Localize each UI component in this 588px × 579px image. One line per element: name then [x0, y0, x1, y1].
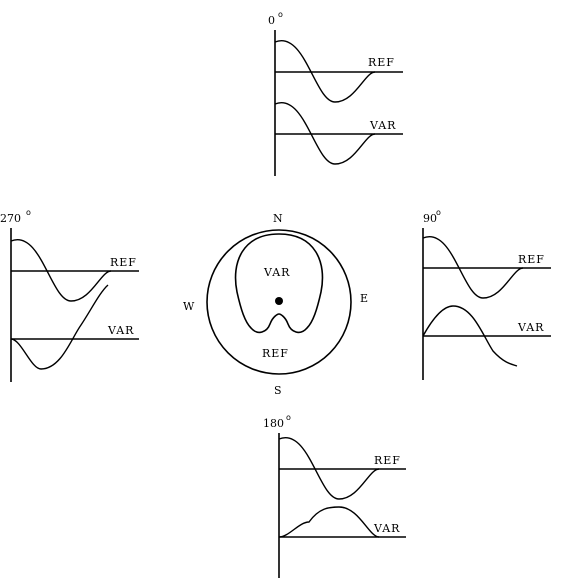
var-label-0: VAR — [370, 119, 397, 132]
panel-180-degrees — [263, 413, 406, 578]
compass-east-label: E — [360, 292, 370, 305]
degree-symbol-180: o — [286, 413, 291, 422]
var-wave-270 — [11, 285, 108, 369]
compass-south-label: S — [274, 384, 283, 397]
ref-label-270: REF — [110, 256, 137, 269]
compass — [183, 212, 369, 397]
station-dot — [275, 297, 283, 305]
degree-symbol-270: o — [26, 208, 31, 217]
angle-label-270: 270 — [0, 212, 21, 225]
degree-symbol-90: o — [436, 208, 441, 217]
var-label-90: VAR — [518, 321, 545, 334]
cardioid-var-label: VAR — [264, 266, 291, 279]
angle-label-0: 0 — [268, 14, 275, 27]
panel-0-degrees — [268, 10, 403, 176]
compass-west-label: W — [183, 300, 196, 313]
compass-north-label: N — [273, 212, 284, 225]
panel-90-degrees — [423, 208, 551, 380]
var-label-180: VAR — [374, 522, 401, 535]
panel-270-degrees — [0, 208, 139, 382]
ref-label-90: REF — [518, 253, 545, 266]
angle-label-180: 180 — [263, 417, 284, 430]
var-wave-180 — [279, 507, 379, 537]
ref-label-0: REF — [368, 56, 395, 69]
degree-symbol-0: o — [278, 10, 283, 19]
angle-label-90: 90 — [423, 212, 437, 225]
var-label-270: VAR — [108, 324, 135, 337]
ref-label-180: REF — [374, 454, 401, 467]
circle-ref-label: REF — [262, 347, 289, 360]
cardioid-pattern — [236, 234, 323, 332]
